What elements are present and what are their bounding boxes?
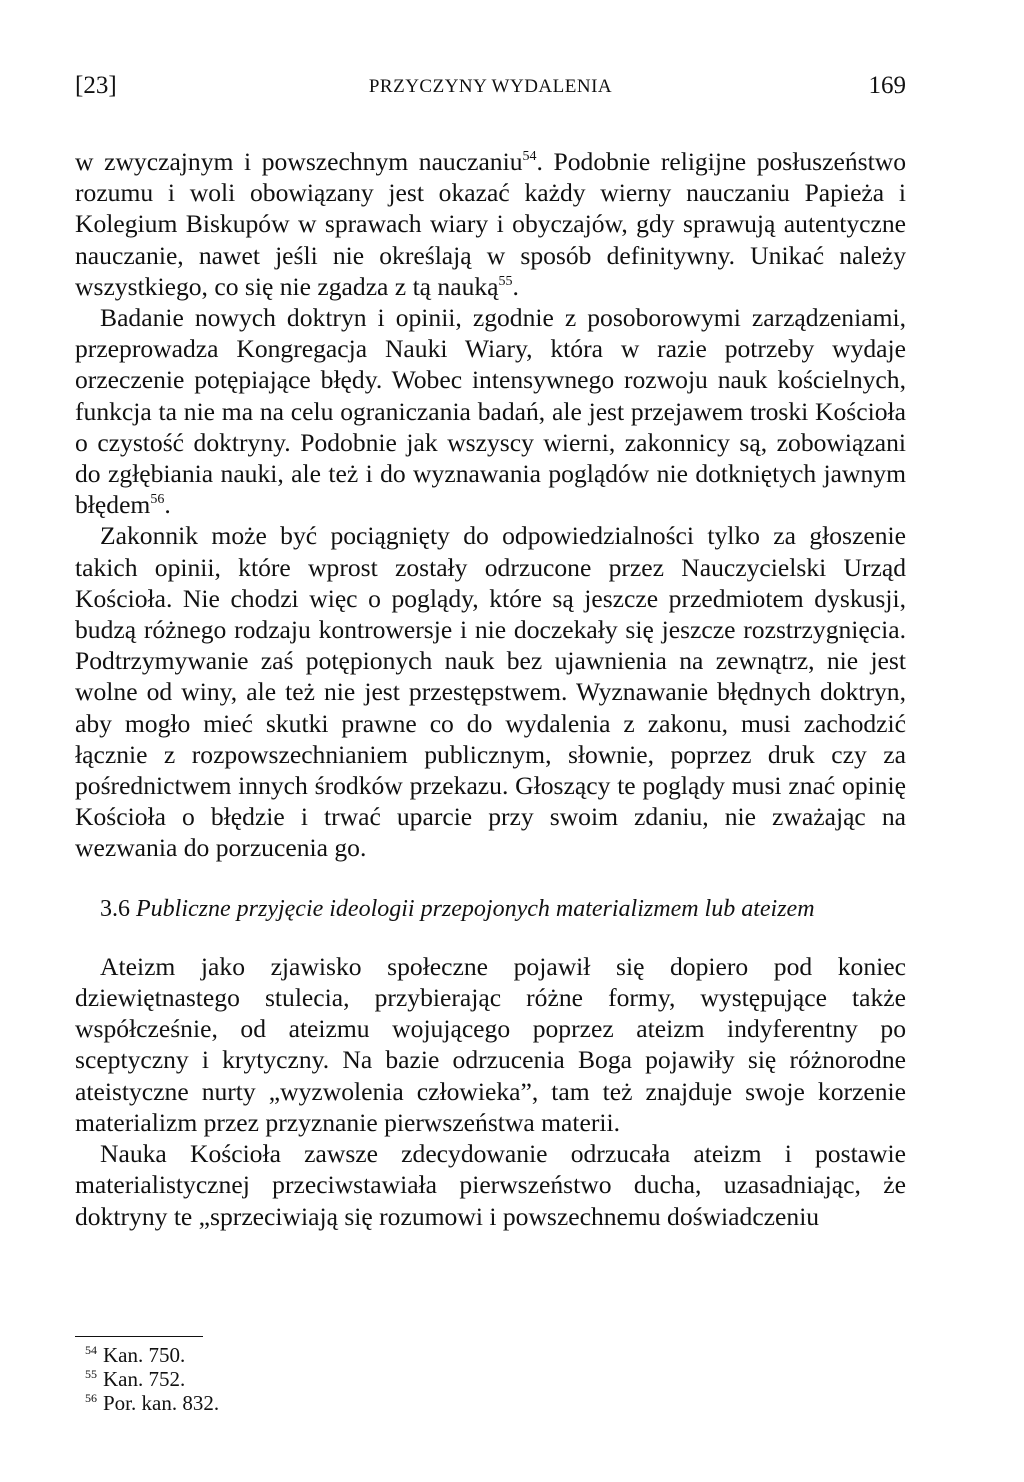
text-run: w zwyczajnym i powszechnym nauczaniu xyxy=(75,147,523,176)
footnote-number: 55 xyxy=(85,1367,97,1381)
section-reference: [23] xyxy=(75,72,117,99)
page-number: 169 xyxy=(868,72,906,99)
footnote-separator xyxy=(75,1336,203,1337)
footnote-ref-54: 54 xyxy=(522,149,537,164)
text-run: Badanie nowych doktryn i opinii, zgodnie z posoborowymi zarządzeniami, przeprowadza Kongregacja Nauki Wiary, która w razie potrzeby wydaje orzeczenie potępiające błędy. Wobec intensywnego rozwoju nauk kościelnych, funkcja ta nie ma na celu ograniczania badań, ale jest przejawem troski Kościoła o czystość doktryny. Podobnie jak wszyscy wierni, zakonnicy są, zobowiązani do zgłębiania nauki, ale też i do wyznawania poglądów nie dotkniętych jawnym błędem xyxy=(75,303,906,520)
paragraph: Nauka Kościoła zawsze zdecydowanie odrzucała ateizm i postawie materialistycznej przeciwstawiała pierwszeństwo ducha, uzasadniając, że doktryny te „sprzeciwiają się rozumowi i powszechnemu doświadczeniu xyxy=(75,1139,906,1231)
footnote-text: Por. kan. 832. xyxy=(103,1391,220,1415)
paragraph: Ateizm jako zjawisko społeczne pojawił się dopiero pod koniec dziewiętnastego stulecia, przybierając różne formy, występujące także współcześnie, od ateizmu wojującego poprzez ateizm indyferentny po sceptyczny i krytyczny. Na bazie odrzucenia Boga pojawiły się różnorodne ateistyczne nurty „wyzwolenia człowieka”, tam też znajduje swoje korzenie materializm przez przyznanie pierwszeństwa materii. xyxy=(75,951,906,1137)
section-heading xyxy=(75,894,906,925)
paragraph xyxy=(75,146,906,302)
text-run: . xyxy=(164,490,171,520)
paragraph: Zakonnik może być pociągnięty do odpowiedzialności tylko za głoszenie takich opinii, które wprost zostały odrzucone przez Nauczycielski Urząd Kościoła. Nie chodzi więc o poglądy, które są jeszcze przedmiotem dyskusji, budzą różnego rodzaju kontrowersje i nie doczekały się jeszcze rozstrzygnięcia. Podtrzymywanie zaś potępionych nauk bez ujawnienia na zewnątrz, nie jest wolne od winy, ale też nie jest przestępstwem. Wyznawanie błędnych doktryn, aby mogło mieć skutki prawne co do wydalenia z zakonu, musi zachodzić łącznie z rozpowszechnianiem publicznym, słownie, poprzez druk czy za pośrednictwem innych środków przekazu. Głoszący te poglądy musi znać opinię Kościoła o błędzie i trwać uparcie przy swoim zdaniu, nie zważając na wezwania do porzucenia go. xyxy=(75,521,906,863)
running-header xyxy=(75,72,906,102)
footnotes xyxy=(85,1343,219,1415)
footnote-number: 54 xyxy=(85,1343,97,1357)
running-title: PRZYCZYNY WYDALENIA xyxy=(368,76,613,97)
footnote xyxy=(85,1343,219,1367)
footnote xyxy=(85,1391,219,1415)
footnote-ref-56: 56 xyxy=(150,492,165,508)
footnote-ref-55: 55 xyxy=(498,273,513,289)
paragraph xyxy=(75,302,906,520)
main-text xyxy=(75,146,906,1232)
footnote-text: Kan. 752. xyxy=(103,1367,186,1391)
text-run: . Podobnie religijne posłuszeństwo rozumu i woli obowiązany jest okazać każdy wierny nauczaniu Papieża i Kolegium Biskupów w sprawach wiary i obyczajów, gdy sprawują autentyczne nauczanie, nawet jeśli nie określają w sposób definitywny. Unikać należy wszystkiego, co się nie zgadza z tą nauką xyxy=(75,147,906,301)
footnote-text: Kan. 750. xyxy=(103,1343,186,1367)
section-number: 3.6 xyxy=(100,895,130,922)
section-title: Publiczne przyjęcie ideologii przepojonych materializmem lub ateizem xyxy=(136,895,815,922)
text-run: . xyxy=(512,271,519,301)
footnote-number: 56 xyxy=(85,1391,97,1405)
footnote xyxy=(85,1367,219,1391)
